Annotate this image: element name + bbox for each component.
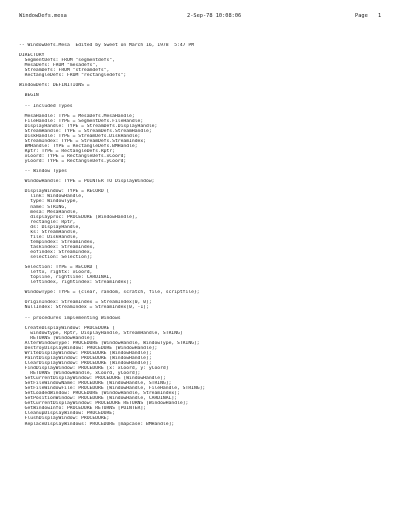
code-line: name: STRING, [19, 204, 67, 210]
code-line: NullIndex: StreamIndex = StreamIndex[0, -1]; [19, 305, 149, 311]
code-line: AlterWindowType: PROCEDURE [WindowHandle, WindowType, STRING]; [19, 340, 200, 346]
code-line: ReplaceDisplayWindows: PROCEDURE [mapcase: BMHandle]; [19, 421, 175, 427]
code-line: link: WindowHandle, [19, 194, 84, 200]
code-line: WindowHandle: TYPE = POINTER TO DisplayWindow; [19, 179, 155, 185]
code-line: Selection: TYPE = RECORD [ [19, 265, 99, 271]
code-line: leftx, rightx: xCoord, [19, 270, 93, 276]
code-line: DiskHandle: TYPE = StreamDefs.DiskHandle; [19, 133, 141, 139]
code-line: -- Window Types [19, 169, 67, 175]
code-line: tempindex: StreamIndex, [19, 239, 96, 245]
code-line: BEGIN [19, 93, 39, 99]
header-page-label: Page [355, 13, 368, 19]
code-line: RETURNS [WindowHandle, xCoord, yCoord]; [19, 371, 141, 377]
code-line: displayproc: PROCEDURE [WindowHandle], [19, 214, 138, 220]
code-line: MesaHandle: TYPE = MesaDefs.MesaHandle; [19, 113, 135, 119]
code-line: DestroyDisplayWindow: PROCEDURE [WindowHandle]; [19, 345, 158, 351]
code-line: SetPositionWindow: PROCEDURE [WindowHandle, CARDINAL]; [19, 396, 178, 402]
code-line: SetLoadedWindow: PROCEDURE [WindowHandle, StreamIndex]; [19, 391, 180, 397]
code-line: topline, rightline: CARDINAL, [19, 275, 113, 281]
code-line: type: WindowType, [19, 199, 79, 205]
code-line: StreamHandle: TYPE = StreamDefs.StreamHandle; [19, 128, 152, 134]
code-line: DisplayWindow: TYPE = RECORD [ [19, 189, 110, 195]
code-line: eofindex: StreamIndex, [19, 249, 93, 255]
code-line: WindowDefs: DEFINITIONS = [19, 83, 90, 89]
code-line: CreateDisplayWindow: PROCEDURE [ [19, 325, 115, 331]
code-line: FlushDisplayWindow: PROCEDURE; [19, 416, 110, 422]
code-line: OriginIndex: StreamIndex = StreamIndex[0, 0]; [19, 300, 152, 306]
code-line: xCoord: TYPE = RectangleDefs.xCoord; [19, 154, 127, 160]
code-line: -- procedures implementing Windows [19, 315, 121, 321]
code-line: SetCurrentDisplayWindow: PROCEDURE [WindowHandle]; [19, 376, 166, 382]
page-header [0, 10, 400, 22]
code-line: GetCurrentDisplayWindow: PROCEDURE RETURNS [WindowHandle]; [19, 401, 189, 407]
code-line: rectangle: Rptr, [19, 219, 76, 225]
code-line: SegmentDefs: FROM "segmentdefs", [19, 58, 115, 64]
code-line: leftindex, rightindex: StreamIndex]; [19, 280, 132, 286]
code-line: windowtype, Rptr, DisplayHandle, StreamHandle, STRING] [19, 330, 183, 336]
code-line: -- Included Types [19, 103, 73, 109]
code-line: file: DiskHandle, [19, 234, 79, 240]
code-line: CleanupDisplayWindow: PROCEDURE; [19, 411, 115, 417]
code-line: ks: StreamHandle, [19, 229, 79, 235]
code-line: GetWindowInfo: PROCEDURE RETURNS [POINTER]; [19, 406, 146, 412]
code-line: ds: DisplayHandle, [19, 224, 82, 230]
code-line: MesaDefs: FROM "mesadefs", [19, 63, 99, 69]
code-line: DIRECTORY [19, 53, 45, 59]
header-page-number: 1 [378, 13, 382, 19]
code-line: selection: Selection]; [19, 254, 93, 260]
code-line: mesa: MesaHandle, [19, 209, 79, 215]
code-line: Rptr: TYPE = RectangleDefs.Rptr; [19, 148, 115, 154]
code-line: FindDisplayWindow: PROCEDURE [x: xCoord, y: yCoord] [19, 366, 169, 371]
code-line: -- WindowDefs.Mesa Edited by Sweet on March 16, 1978 5:47 PM [19, 43, 194, 48]
header-datetime: 2-Sep-78 10:08:06 [187, 13, 242, 19]
code-line: yCoord: TYPE = RectangleDefs.yCoord; [19, 159, 127, 165]
code-line: taskindex: StreamIndex, [19, 244, 96, 250]
code-line: ClearDisplayWindow: PROCEDURE [WindowHandle]; [19, 360, 152, 366]
code-line: StreamIndex: TYPE = StreamDefs.StreamIndex; [19, 138, 146, 144]
code-line: StreamDefs: FROM "streamdefs", [19, 68, 110, 74]
header-filename: WindowDefs.mesa [19, 13, 67, 19]
code-line: BMHandle: TYPE = RectangleDefs.BMHandle; [19, 143, 138, 149]
code-line: FileHandle: TYPE = SegmentDefs.FileHandle; [19, 118, 144, 124]
code-line: WriteDisplayWindow: PROCEDURE [WindowHandle]; [19, 350, 152, 356]
code-line: RETURNS [WindowHandle]; [19, 335, 96, 341]
code-line: RectangleDefs: FROM "rectangledefs"; [19, 73, 127, 79]
code-line: WindowType: TYPE = {clear, random, scratch, file, scriptfile}; [19, 290, 200, 296]
code-line: PaintDisplayWindow: PROCEDURE [WindowHandle]; [19, 355, 152, 361]
code-line: SetFileWindowName: PROCEDURE [WindowHandle, STRING]; [19, 381, 172, 387]
code-line: SetFileWindowFile: PROCEDURE [WindowHandle, FileHandle, STRING]; [19, 386, 206, 392]
code-line: DisplayHandle: TYPE = StreamDefs.DisplayHandle; [19, 123, 158, 129]
code-listing [19, 43, 389, 427]
